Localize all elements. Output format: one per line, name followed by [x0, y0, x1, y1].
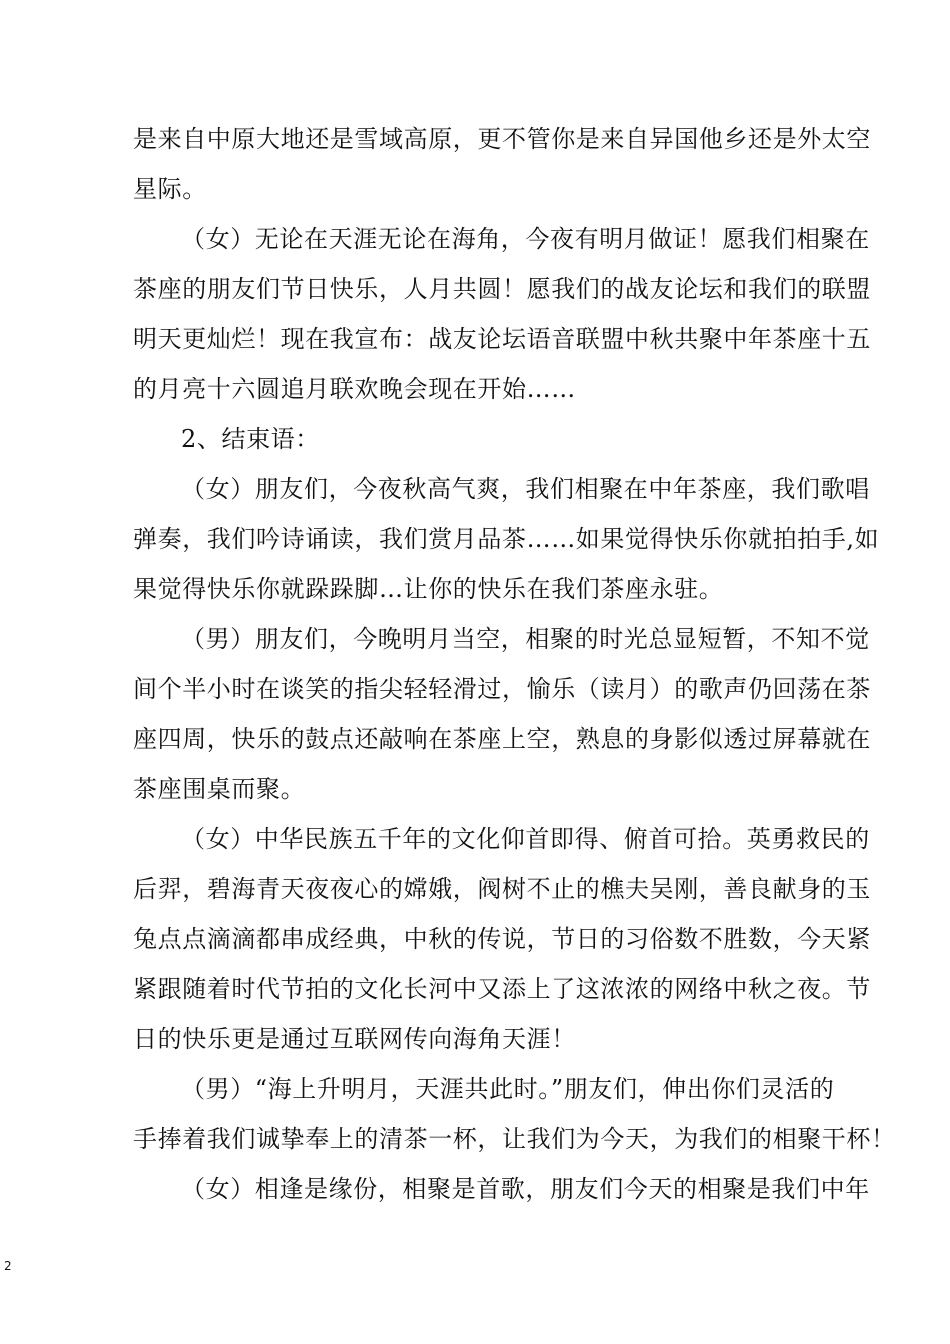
text-line: 果觉得快乐你就跺跺脚…让你的快乐在我们茶座永驻。 [133, 575, 724, 603]
paragraph-start-line: （女）中华民族五千年的文化仰首即得、俯首可拾。英勇救民的 [181, 825, 870, 853]
text-line: 茶座围桌而聚。 [133, 775, 306, 803]
text-line: 后羿，碧海青天夜夜心的嫦娥，阀树不止的樵夫吴刚，善良献身的玉 [133, 875, 871, 903]
paragraph-start-line: （女）相逢是缘份，相聚是首歌，朋友们今天的相聚是我们中年 [181, 1175, 870, 1203]
paragraph-start-line: （女）无论在天涯无论在海角，今夜有明月做证！愿我们相聚在 [181, 225, 870, 253]
text-line: 明天更灿烂！现在我宣布：战友论坛语音联盟中秋共聚中年茶座十五 [133, 325, 871, 353]
text-line: 座四周，快乐的鼓点还敲响在茶座上空，熟息的身影似透过屏幕就在 [133, 725, 871, 753]
page-number: 2 [4, 1259, 12, 1273]
text-line: 间个半小时在谈笑的指尖轻轻滑过，愉乐（读月）的歌声仍回荡在茶 [133, 675, 871, 703]
text-line: 是来自中原大地还是雪域高原，更不管你是来自异国他乡还是外太空 [133, 125, 871, 153]
text-line: 弹奏，我们吟诗诵读，我们赏月品茶……如果觉得快乐你就拍拍手,如 [133, 525, 880, 553]
paragraph-start-line: （男）“海上升明月，天涯共此时。”朋友们，伸出你们灵活的 [181, 1075, 835, 1103]
text-line: 手捧着我们诚挚奉上的清茶一杯，让我们为今天，为我们的相聚干杯！ [133, 1125, 896, 1153]
paragraph-start-line: （男）朋友们，今晚明月当空，相聚的时光总显短暂，不知不觉 [181, 625, 870, 653]
text-line: 茶座的朋友们节日快乐，人月共圆！愿我们的战友论坛和我们的联盟 [133, 275, 871, 303]
text-line: 日的快乐更是通过互联网传向海角天涯！ [133, 1025, 576, 1053]
text-line: 的月亮十六圆追月联欢晚会现在开始…… [133, 375, 576, 403]
text-line: 兔点点滴滴都串成经典，中秋的传说，节日的习俗数不胜数，今天紧 [133, 925, 871, 953]
text-line: 星际。 [133, 175, 207, 203]
section-heading: 2、结束语： [181, 425, 320, 453]
text-line: 紧跟随着时代节拍的文化长河中又添上了这浓浓的网络中秋之夜。节 [133, 975, 871, 1003]
paragraph-start-line: （女）朋友们，今夜秋高气爽，我们相聚在中年茶座，我们歌唱 [181, 475, 870, 503]
